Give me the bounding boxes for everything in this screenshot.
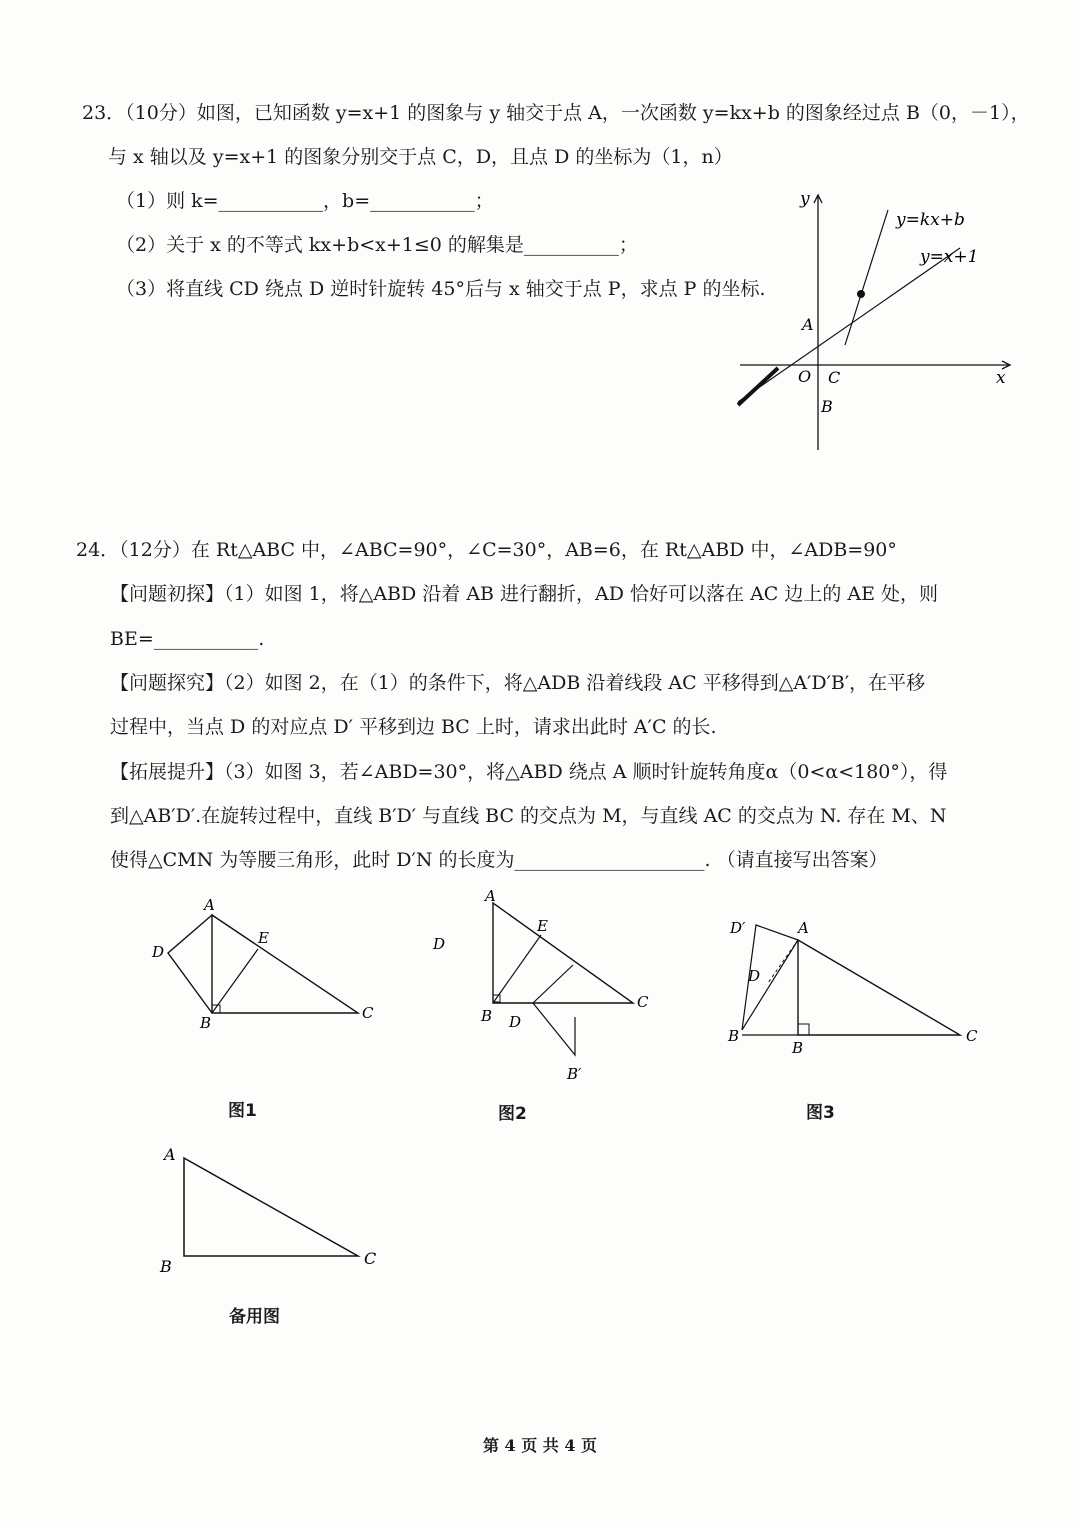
backup-caption: 备用图: [229, 1307, 280, 1327]
fig1-label-D: D: [152, 943, 165, 961]
fig3-label-B-prime: B: [728, 1027, 740, 1045]
label-point-C: C: [828, 368, 841, 387]
q24-stem: 24．（12分）在 Rt△ABC 中，∠ABC=90°，∠C=30°，AB=6，在 Rt△ABD 中，∠ADB=90°: [76, 539, 897, 561]
fig1-label-B: B: [200, 1014, 212, 1032]
line-y-kx-plus-b: [845, 210, 888, 345]
q24-part1-line1: 【问题初探】（1）如图 1，将△ABD 沿着 AB 进行翻折，AD 恰好可以落在 AC 边上的 AE 处，则: [110, 583, 939, 605]
label-line-x-1: y=x+1: [920, 247, 979, 267]
translated-triangle: [533, 965, 575, 1055]
label-y-axis: y: [800, 189, 810, 209]
fig2-label-C: C: [637, 993, 649, 1011]
fig1-label-A: A: [204, 896, 215, 914]
line-y-x-plus-1: [738, 248, 960, 402]
triangle-ABC: [493, 903, 633, 1003]
q24-part3-line1: 【拓展提升】（3）如图 3，若∠ABD=30°，将△ABD 绕点 A 顺时针旋转角度α（0<α<180°），得: [110, 761, 948, 783]
segment-BE: [493, 935, 541, 1003]
fig3-label-B: B: [792, 1039, 804, 1057]
backup-label-B: B: [160, 1257, 172, 1276]
q24-part3-line3: 使得△CMN 为等腰三角形，此时 D′N 的长度为____________________. （请直接写出答案）: [110, 849, 888, 871]
page-footer: 第 4 页 共 4 页: [482, 1436, 598, 1455]
fig3-label-C: C: [966, 1027, 978, 1045]
triangle-ABC: [212, 915, 358, 1013]
q23-coordinate-graph: [720, 180, 1020, 460]
fig2-label-D: D: [509, 1013, 522, 1031]
point-D: [857, 290, 865, 298]
figure-3: [720, 895, 990, 1060]
label-line-kx-b: y=kx+b: [896, 210, 965, 230]
figure-2: [425, 885, 665, 1085]
q24-part1-line2: BE=___________.: [110, 628, 265, 650]
fig3-label-A: A: [798, 919, 809, 937]
fig2-caption: 图2: [498, 1104, 527, 1124]
backup-figure: [150, 1140, 390, 1280]
pen-mark: [738, 368, 778, 405]
fig2-label-E: E: [537, 917, 548, 935]
fig3-label-D-prime: D′: [730, 919, 746, 937]
label-origin-O: O: [798, 367, 812, 386]
backup-label-C: C: [364, 1249, 377, 1268]
segment-BE: [212, 949, 258, 1013]
figure-1: [140, 895, 390, 1040]
segment-AD: [768, 940, 798, 983]
label-x-axis: x: [996, 368, 1006, 388]
triangle-ABC: [184, 1158, 358, 1256]
fig3-label-D: D: [748, 967, 761, 985]
triangle-ABD: [168, 915, 212, 1013]
backup-label-A: A: [164, 1145, 176, 1164]
q23-part3: （3）将直线 CD 绕点 D 逆时针旋转 45°后与 x 轴交于点 P，求点 P 的坐标.: [116, 278, 766, 300]
q23-part1: （1）则 k=___________，b=___________；: [116, 190, 494, 212]
label-point-A: A: [802, 315, 814, 334]
q23-part2: （2）关于 x 的不等式 kx+b<x+1≤0 的解集是__________；: [116, 234, 638, 256]
right-angle-B: [798, 1024, 809, 1035]
label-point-B: B: [821, 397, 833, 416]
q24-part2-line2: 过程中，当点 D 的对应点 D′ 平移到边 BC 上时，请求出此时 A′C 的长.: [110, 716, 717, 738]
fig2-label-A: A: [485, 887, 496, 905]
triangle-ABC: [798, 940, 960, 1035]
fig1-label-E: E: [258, 929, 269, 947]
fig3-caption: 图3: [806, 1103, 835, 1123]
fig2-label-D-left: D: [433, 935, 446, 953]
fig1-caption: 图1: [228, 1101, 257, 1121]
q24-part2-line1: 【问题探究】（2）如图 2，在（1）的条件下，将△ADB 沿着线段 AC 平移得到△A′D′B′，在平移: [110, 672, 926, 694]
q23-stem-line2: 与 x 轴以及 y=x+1 的图象分别交于点 C，D，且点 D 的坐标为（1，n）: [108, 146, 733, 168]
fig1-label-C: C: [362, 1004, 374, 1022]
fig2-label-B-prime: B′: [567, 1065, 582, 1083]
q24-part3-line2: 到△AB′D′.在旋转过程中，直线 B′D′ 与直线 BC 的交点为 M，与直线 AC 的交点为 N. 存在 M、N: [110, 805, 947, 827]
fig2-label-B: B: [481, 1007, 493, 1025]
q23-stem-line1: 23．（10分）如图，已知函数 y=x+1 的图象与 y 轴交于点 A，一次函数 y=kx+b 的图象经过点 B（0，－1），: [82, 102, 1030, 124]
